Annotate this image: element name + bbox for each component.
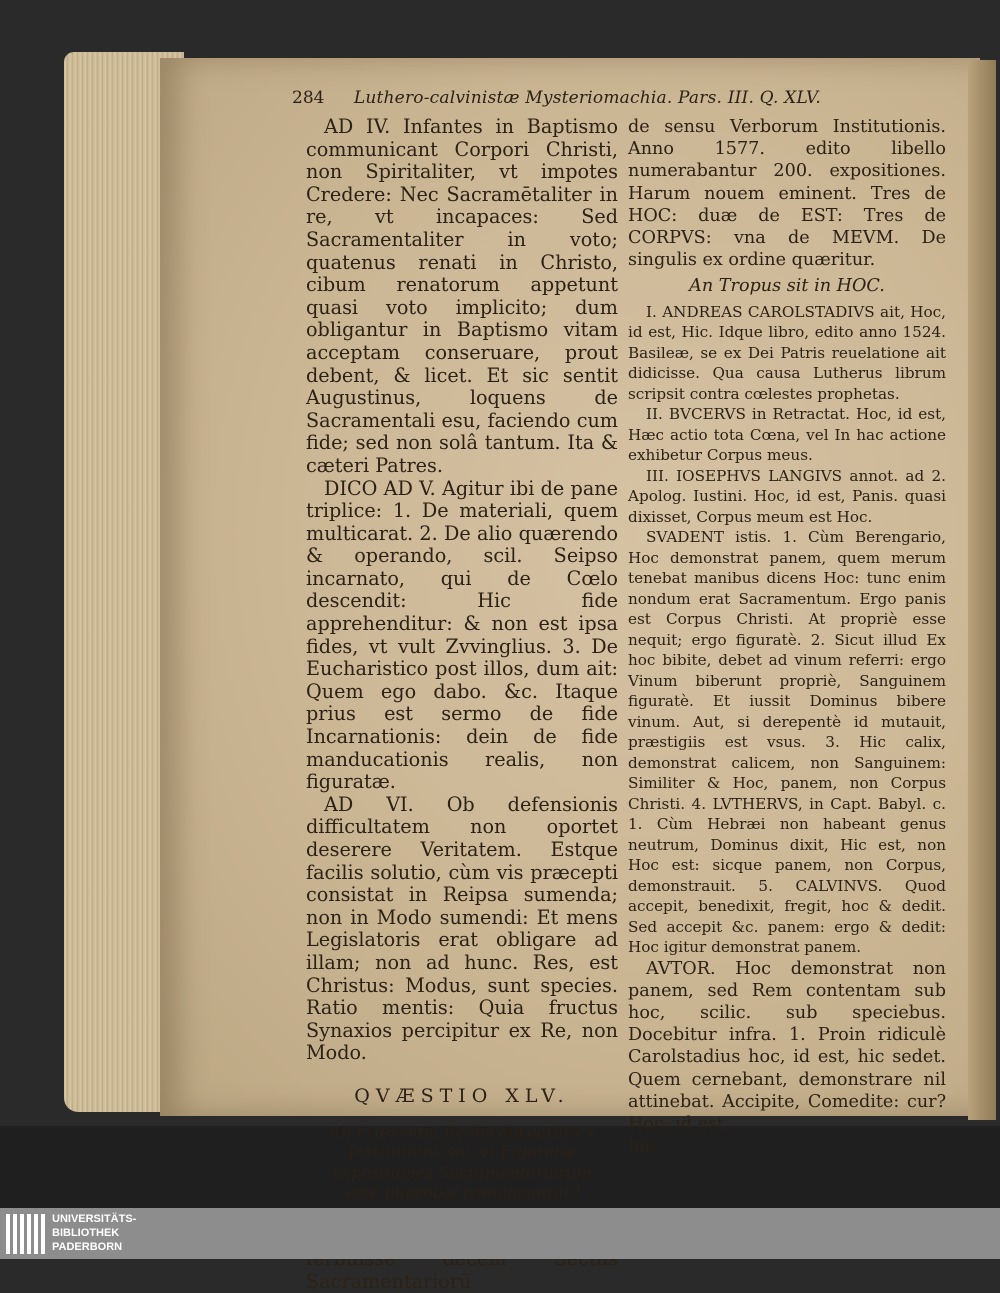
item-svadent: SVADENT istis. 1. Cùm Berengario, Hoc demonstrat panem, quem merum tenebat manibus dicens Hoc: tunc enim nondum erat Sacramentum. Ergo panis est Corpus Christi. At propriè esse nequit; ergo figuratè. 2. Sicut illud Ex hoc bibite, debet ad vinum referri: ergo Vinum biberunt propriè, Sanguinem figuratè. Et iussit Dominus bibere vinum. Aut, si derepentè id mutauit, præstigiis est vsus. 3. Hic calix, demonstrat calicem, non Sanguinem: Similiter & Hoc, panem, non Corpus Christi. 4. LVTHERVS, in Capt. Babyl. c. 1. Cùm Hebræi non habeant genus neutrum, Dominus dixit, Hic est, non Hoc est: sicque panem, non Corpus, demonstrauit. 5. CALVINVS. Quod accepit, benedixit, fregit, hoc & dedit. Sed accepit &c. panem: ergo & dedit: Hoc igitur demonstrat panem. <box>628 528 946 957</box>
paragraph-ad-vi: AD VI. Ob defensionis difficultatem non oportet deserere Veritatem. Estque facilis solutio, cùm vis præcepti consistat in Reipsa sumenda; non in Modo sumendi: Et mens Legislatoris erat obligare ad illam; non ad hunc. Res, est Christus: Modus, sunt species. Ratio mentis: Quia fructus Synaxios percipitur ex Re, non Modo. <box>306 792 618 1065</box>
library-name-line3: PADERBORN <box>52 1241 123 1253</box>
left-column <box>306 116 618 1293</box>
library-footer <box>0 1208 1000 1259</box>
item-carolstadius: I. ANDREAS CAROLSTADIVS ait, Hoc, id est, Hic. Idque libro, edito anno 1524. Basileæ, se ex Dei Patris reuelatione ait didicisse. Qua causa Lutherus librum scripsit contra cœlestes prophetas. <box>628 302 946 403</box>
catchword: hic <box>628 1136 655 1157</box>
question-subtitle: An Præsentia Realis doceatur ex Institutione sic, vt Figuratæ expositiones Sacramentariorum esse improbæ conuincantur? <box>329 1121 595 1203</box>
section-subhead: An Tropus sit in HOC. <box>689 276 885 297</box>
running-title: Luthero-calvinistæ Mysteriomachia. Pars. III. Q. XLV. <box>353 88 822 108</box>
item-langius: III. IOSEPHVS LANGIVS annot. ad 2. Apolog. Iustini. Hoc, id est, Panis. quasi dixisset, Corpus meum est Hoc. <box>628 466 946 526</box>
right-column <box>628 116 946 1157</box>
item-autor: AVTOR. Hoc demonstrat non panem, sed Rem contentam sub hoc, scilic. sub speciebus. Docebitur infra. 1. Proin ridiculè Carolstadius hoc, id est, hic sedet. Quem cernebant, demonstrare nil attinebat. Accipite, Comedite: cur? Hoc, id est, <box>628 958 946 1135</box>
running-header <box>292 88 942 108</box>
library-name <box>52 1212 136 1254</box>
paragraph-ad-iv: AD IV. Infantes in Baptismo communicant Corpori Christi, non Spiritaliter, vt impotes Credere: Nec Sacramētaliter in re, vt incapaces: Sed Sacramentaliter in voto; quatenus renati in Christo, cibum renatorum appetunt quasi voto implicito; dum obligantur in Baptismo vitam acceptam conseruare, prout debent, & licet. Et sic sentit Augustinus, loquens de Sacramentali esu, faciendo cum fide; sed non solâ tantum. Ita & cæteri Patres. <box>306 115 618 477</box>
question-heading: QVÆSTIO XLV. <box>354 1084 570 1107</box>
library-name-line1: UNIVERSITÄTS- <box>52 1213 137 1225</box>
library-logo-icon <box>6 1212 46 1256</box>
item-bucerus: II. BVCERVS in Retractat. Hoc, id est, Hæc actio tota Cœna, vel In hac actione exhibetur Corpus meus. <box>628 405 946 465</box>
page-number: 284 <box>292 88 325 108</box>
intro-paragraph: de sensu Verborum Institutionis. Anno 1577. edito libello numerabantur 200. expositiones. Harum nouem eminent. Tres de HOC: duæ de EST: Tres de CORPVS: vna de MEVM. De singulis ex ordine quæritur. <box>628 117 946 271</box>
page-right-edge <box>968 60 996 1120</box>
closing-paragraph: Sacramentariorū <box>306 1269 472 1293</box>
library-name-line2: BIBLIOTHEK <box>52 1227 120 1239</box>
paragraph-dico-ad-v: DICO AD V. Agitur ibi de pane triplice: 1. De materiali, quem multicarat. 2. De alio quærendo & operando, scil. Seipso incarnato, qui de Cœlo descendit: Hic fide apprehenditur: & non est ipsa fides, vt vult Zvvinglius. 3. De Eucharistico post illos, dum ait: Quem ego dabo. &c. Itaque prius est sermo de fide Incarnationis: dein de fide manducationis realis, non figuratæ. <box>306 476 618 794</box>
